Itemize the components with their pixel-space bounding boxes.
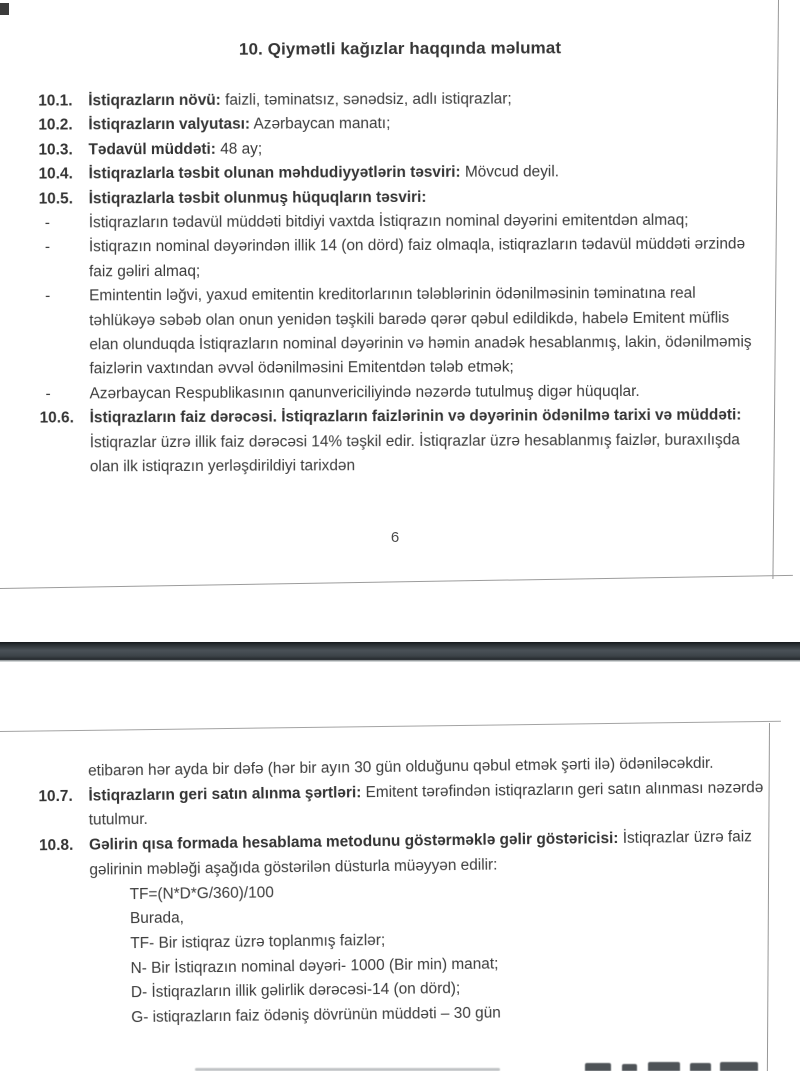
item-body [89, 160, 761, 187]
item-body [90, 404, 762, 480]
formula-line: TF- Bir istiqraz üzrə toplanmış faizlər; [130, 931, 386, 953]
cutoff-text-artifact [648, 1062, 680, 1071]
item-number: 10.1. [38, 92, 73, 110]
bullet-item [39, 233, 761, 285]
item-number: 10.2. [38, 116, 73, 134]
item-number: 10.7. [38, 787, 73, 805]
item-number: 10.3. [38, 141, 73, 159]
item-label: İstiqrazların faiz dərəcəsi. İstiqrazların faizlərinin və dəyərinin ödənilmə tarixi və müddəti: [89, 406, 742, 427]
scan-separator-band [0, 642, 800, 662]
item-label: İstiqrazların geri satın alınma şərtləri: [88, 783, 362, 805]
section-item-10-1 [38, 86, 760, 114]
item-body [88, 135, 760, 162]
item-text: Mövcud deyil. [464, 163, 560, 181]
item-label: İstiqrazların növü: [88, 91, 221, 110]
bullet-text: Emintentin ləğvi, yaxud emitentin kreditorlarının tələblərinin ödənilməsinin təminatına real təhlükəyə səbəb olan onun yenidən təşkili barədə qərər qəbul edildikdə, habelə Emitent müflis elan olunduqda İstiqrazların nominal dəyərinin və həmin anadək hesablanmış, lakin, ödənilməmiş faizlərin vaxtından əvvəl ödənilməsini Emitentdən tələb etmək; [89, 284, 752, 378]
formula-line: TF=(N*D*G/360)/100 [129, 883, 274, 903]
item-body [89, 825, 765, 883]
cutoff-text-artifact [622, 1064, 637, 1071]
bullet-item [39, 379, 761, 407]
section-item-10-2 [38, 111, 760, 139]
bullet-dash: - [44, 238, 51, 256]
item-text: İstiqrazlar üzrə illik faiz dərəcəsi 14% təşkil edir. İstiqrazlar üzrə hesablanmış faizlər, buraxılışda olan ilk istiqrazın yerləşdirildiyi tarixdən [89, 431, 740, 476]
section-item-10-4 [39, 160, 761, 188]
page-1 [0, 36, 800, 480]
section-item-10-6 [40, 404, 762, 480]
section-list [0, 775, 800, 884]
item-label: İstiqrazlarla təsbit olunan məhdudiyyətlərin təsviri: [88, 163, 461, 183]
item-body [89, 184, 761, 211]
item-text: Emitent tərəfindən istiqrazların geri satın alınması nəzərdə tutulmur. [88, 778, 764, 830]
section-item-10-3 [38, 135, 760, 163]
item-body [88, 86, 760, 113]
item-number: 10.5. [38, 190, 73, 208]
item-number: 10.8. [38, 836, 74, 855]
bullet-dash: - [44, 214, 50, 232]
item-label: Gəlirin qısa formada hesablama metodunu göstərməklə gəlir göstəricisi: [88, 830, 619, 854]
item-text: 48 ay; [220, 140, 263, 158]
item-text: faizli, təminatsız, sənədsiz, adlı istiqrazlar; [225, 90, 512, 109]
bullet-dash: - [45, 385, 51, 403]
item-label: İstiqrazların valyutası: [88, 116, 251, 134]
section-list [0, 86, 800, 480]
page-2 [0, 751, 800, 1033]
page-number: 6 [390, 529, 400, 546]
section-item-10-5 [39, 184, 761, 212]
section-item-10-8 [39, 825, 765, 884]
section-item-10-7 [38, 776, 764, 835]
scan-artifact-topleft [0, 3, 9, 15]
item-label: Tədavül müddəti: [88, 140, 216, 159]
cutoff-text-artifact [720, 1062, 758, 1071]
bullet-dash: - [45, 287, 51, 305]
formula-line: D- İstiqrazların illik gəlirlik dərəcəsi-14 (on dörd); [130, 980, 461, 1002]
page-2-top-edge [0, 721, 781, 733]
formula-block [130, 874, 800, 1031]
formula-line: N- Bir İstiqrazın nominal dəyəri- 1000 (Bir min) manat; [130, 955, 499, 977]
formula-line: G- istiqrazların faiz ödəniş dövrünün müddəti – 30 gün [131, 1004, 501, 1027]
bullet-text: İstiqrazın nominal dəyərindən illik 14 (on dörd) faiz olmaqla, istiqrazların tədavül müddəti ərzində faiz gəliri almaq; [88, 235, 746, 281]
page-1-bottom-edge [0, 575, 793, 590]
item-number: 10.6. [39, 409, 74, 427]
item-body [88, 776, 764, 834]
cutoff-text-artifact [690, 1063, 711, 1071]
bullet-text: İstiqrazların tədavül müddəti bitdiyi vaxtda İstiqrazın nominal dəyərini emitentdən almaq; [88, 211, 689, 232]
bullet-item [39, 282, 761, 383]
item-body [88, 111, 760, 138]
bullet-item [39, 208, 761, 236]
section-title: 10. Qiymətli kağızlar haqqında məlumat [238, 38, 562, 59]
item-text: Azərbaycan manatı; [253, 115, 391, 134]
cutoff-text-artifact [585, 1063, 611, 1071]
item-label: İstiqrazlarla təsbit olunmuş hüquqların təsviri: [88, 188, 427, 207]
formula-line: Burada, [129, 909, 185, 928]
paragraph-continuation: etibarən hər ayda bir dəfə (hər bir ayın 30 gün olduğunu qəbul etmək şərti ilə) ödəniləcəkdir. [88, 754, 714, 780]
item-text: İstiqrazlar üzrə faiz gəlirinin məbləği aşağıda göstərilən düsturla müəyyən edilir: [89, 828, 752, 879]
bullet-text: Azərbaycan Respublikasının qanunvericiliyində nəzərdə tutulmuş digər hüquqlar. [89, 382, 640, 403]
item-number: 10.4. [38, 165, 73, 183]
